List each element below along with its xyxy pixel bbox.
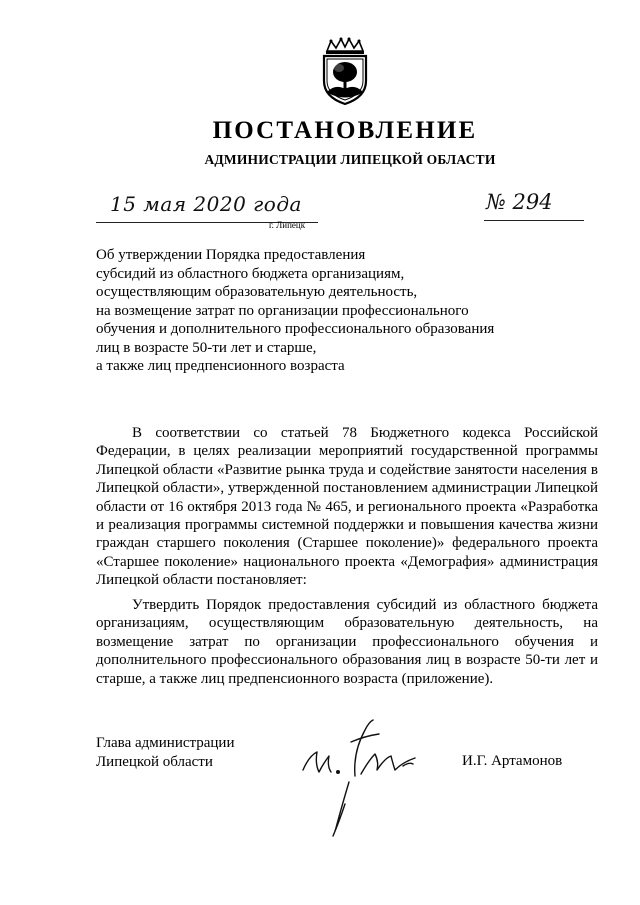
body-paragraph-2: Утвердить Порядок предоставления субсидий из областного бюджета организациям, осуществляющим образовательную деятельность, на возмещение затрат по организации профессионального обучения и дополнительного профессионального образования лиц в возрасте 50-ти лет и старше, а также лиц предпенсионного возраста (приложение). — [96, 597, 598, 687]
document-subject — [96, 246, 576, 376]
handwritten-date: 15 мая 2020 года — [110, 192, 302, 216]
subject-line: осуществляющим образовательную деятельность, — [96, 284, 418, 300]
signer-name: И.Г. Артамонов — [462, 753, 563, 769]
number-underline — [484, 220, 584, 221]
subject-line: Об утверждении Порядка предоставления — [96, 247, 366, 263]
handwritten-number: № 294 — [486, 190, 553, 214]
subject-line: лиц в возрасте 50-ти лет и старше, — [96, 339, 317, 356]
signatory-position-line-1: Глава администрации — [96, 735, 235, 751]
document-title: ПОСТАНОВЛЕНИЕ — [212, 117, 478, 144]
body-paragraph-1: В соответствии со статьей 78 Бюджетного кодекса Российской Федерации, в целях реализации мероприятий государственной программы Липецкой области «Развитие рынка труда и содействие занятости населения в Липецкой области», утвержденной постановлением администрации Липецкой области от 16 октября 2013 года № 465, и регионального проекта «Разработка и реализация программы системной поддержки и повышения качества жизни граждан старшего поколения (Старшее поколение)» федерального проекта «Старшее поколение» национального проекта «Демография» администрация Липецкой области постановляет: — [96, 425, 598, 589]
city-label: г. Липецк — [269, 220, 306, 230]
signatory-position — [96, 734, 234, 772]
subject-line: а также лиц предпенсионного возраста — [96, 358, 345, 374]
subject-line: субсидий из областного бюджета организациям, — [96, 265, 405, 282]
subject-line: обучения и дополнительного профессионального образования — [96, 321, 495, 337]
subject-line: на возмещение затрат по организации профессионального — [96, 302, 469, 319]
coat-of-arms-icon — [319, 37, 371, 107]
signatory-position-line-2: Липецкой области — [96, 754, 213, 770]
document-subtitle: АДМИНИСТРАЦИИ ЛИПЕЦКОЙ ОБЛАСТИ — [204, 152, 496, 167]
handwritten-signature-icon — [295, 712, 435, 842]
